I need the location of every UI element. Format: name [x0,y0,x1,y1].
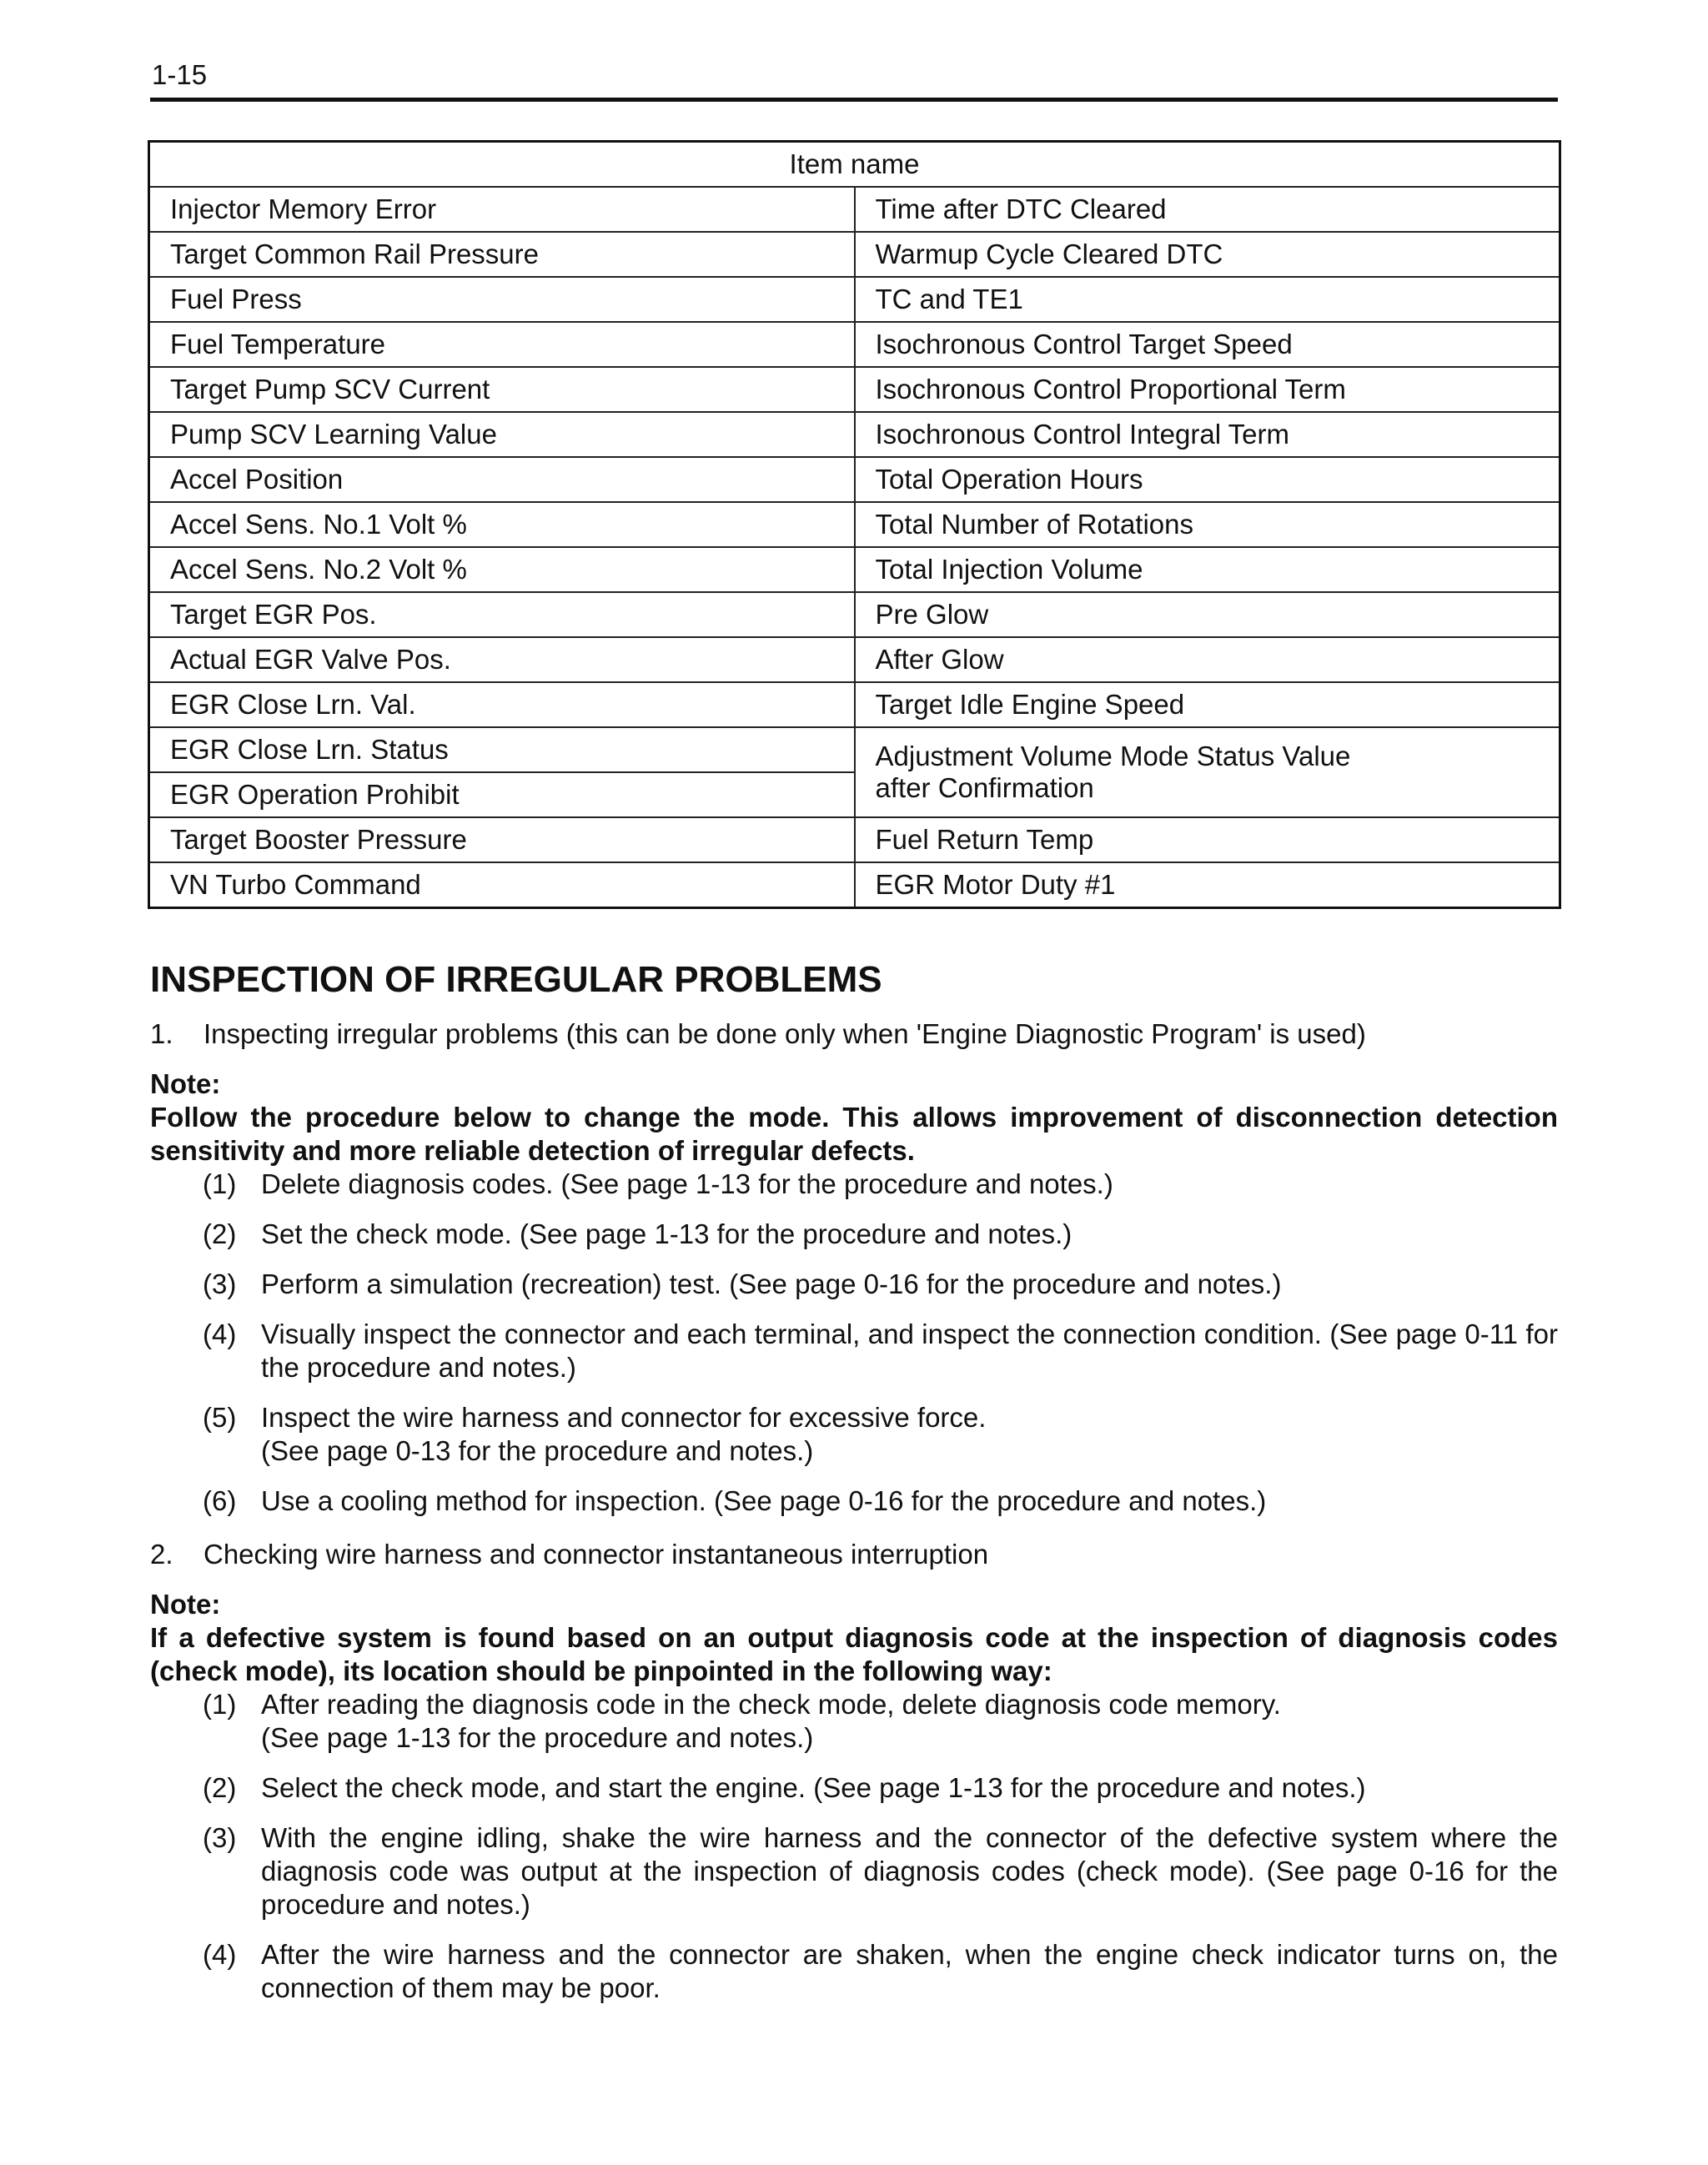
table-cell: Injector Memory Error [149,187,855,232]
table-cell: EGR Motor Duty #1 [855,862,1560,908]
table-row [149,367,1560,412]
substep-number: (5) [203,1402,237,1433]
substep-item [150,1821,1558,1921]
table-row [149,682,1560,727]
table-body [149,142,1560,908]
substep-line: Inspect the wire harness and connector for excessive force. [261,1402,987,1433]
table-cell: Isochronous Control Integral Term [855,412,1560,457]
substep-line: Visually inspect the connector and each terminal, and inspect the connection condition. (See page 0-11 for the procedure and notes.) [261,1319,1558,1383]
section-heading: INSPECTION OF IRREGULAR PROBLEMS [150,959,882,1000]
table-cell: Target Idle Engine Speed [855,682,1560,727]
note-text: Follow the procedure below to change the mode. This allows improvement of disconnection detection sensitivity and more reliable detection of irregular defects. [150,1102,1558,1166]
table-cell: Actual EGR Valve Pos. [149,637,855,682]
step-text: Checking wire harness and connector instantaneous interruption [203,1539,989,1570]
table-header-row [149,142,1560,188]
page-number: 1-15 [152,59,208,90]
header-rule [150,98,1558,102]
substep-line: Delete diagnosis codes. (See page 1-13 for the procedure and notes.) [261,1168,1113,1199]
table-row [149,547,1560,592]
table-cell: Total Injection Volume [855,547,1560,592]
item-name-table [148,140,1561,909]
table-row [149,412,1560,457]
table-cell: Fuel Temperature [149,322,855,367]
table-row [149,817,1560,862]
table-row [149,322,1560,367]
substep-number: (1) [203,1168,237,1199]
step-text: Inspecting irregular problems (this can be done only when 'Engine Diagnostic Program' is used) [203,1018,1366,1049]
table-row [149,277,1560,322]
substep-line: Set the check mode. (See page 1-13 for the procedure and notes.) [261,1218,1073,1249]
substep-item [150,1218,1558,1251]
note-label: Note: [150,1068,221,1099]
table-row [149,457,1560,502]
substep-number: (3) [203,1822,237,1853]
substep-number: (6) [203,1485,237,1516]
substep-number: (2) [203,1772,237,1803]
step-2-substeps [150,1688,1558,2005]
substep-item [150,1168,1558,1201]
note-label: Note: [150,1589,221,1620]
table-cell: Warmup Cycle Cleared DTC [855,232,1560,277]
table-cell: TC and TE1 [855,277,1560,322]
substep-item [150,1938,1558,2005]
step-number: 1. [150,1018,173,1049]
table-cell-merged [855,727,1560,817]
table-row [149,187,1560,232]
table-row [149,862,1560,908]
substep-line: With the engine idling, shake the wire harness and the connector of the defective system where the diagnosis code was output at the inspection of diagnosis codes (check mode). (See page 0-16 for the procedure and notes.) [261,1822,1558,1920]
substep-line: Perform a simulation (recreation) test. (See page 0-16 for the procedure and notes.) [261,1268,1282,1299]
step-2 [150,1538,1558,1571]
table-cell: Target Pump SCV Current [149,367,855,412]
substep-item [150,1318,1558,1384]
table-cell: Pre Glow [855,592,1560,637]
table-row [149,232,1560,277]
substep-line: Use a cooling method for inspection. (See page 0-16 for the procedure and notes.) [261,1485,1267,1516]
table-cell: VN Turbo Command [149,862,855,908]
table-cell: After Glow [855,637,1560,682]
table-cell: Accel Sens. No.1 Volt % [149,502,855,547]
substep-item [150,1401,1558,1468]
substep-item [150,1688,1558,1755]
substep-line: Select the check mode, and start the engine. (See page 1-13 for the procedure and notes.) [261,1772,1366,1803]
substep-number: (3) [203,1268,237,1299]
table-cell: Accel Sens. No.2 Volt % [149,547,855,592]
table-row [149,502,1560,547]
table-header-cell: Item name [149,142,1560,188]
table-row [149,592,1560,637]
table-cell: Target EGR Pos. [149,592,855,637]
table-cell: Target Common Rail Pressure [149,232,855,277]
table-cell: EGR Close Lrn. Status [149,727,855,772]
table-row [149,727,1560,772]
substep-item [150,1771,1558,1805]
note-text: If a defective system is found based on an output diagnosis code at the inspection of diagnosis codes (check mode), its location should be pinpointed in the following way: [150,1622,1558,1686]
table-cell: Total Operation Hours [855,457,1560,502]
table-cell: Fuel Return Temp [855,817,1560,862]
substep-number: (4) [203,1319,237,1349]
table-cell: Isochronous Control Proportional Term [855,367,1560,412]
table-cell: Time after DTC Cleared [855,187,1560,232]
merged-line-2: after Confirmation [875,772,1094,803]
section-content [150,1017,1558,2022]
step-1-substeps [150,1168,1558,1518]
table-cell: EGR Close Lrn. Val. [149,682,855,727]
table-cell: Pump SCV Learning Value [149,412,855,457]
table-cell: Fuel Press [149,277,855,322]
substep-line: (See page 1-13 for the procedure and notes.) [261,1722,814,1753]
substep-item [150,1268,1558,1301]
table-cell: Isochronous Control Target Speed [855,322,1560,367]
substep-number: (2) [203,1218,237,1249]
substep-line: (See page 0-13 for the procedure and notes.) [261,1435,814,1466]
table-cell: Total Number of Rotations [855,502,1560,547]
substep-line: After reading the diagnosis code in the check mode, delete diagnosis code memory. [261,1689,1281,1720]
table-cell: Accel Position [149,457,855,502]
merged-line-1: Adjustment Volume Mode Status Value [875,741,1351,771]
table-cell: EGR Operation Prohibit [149,772,855,817]
substep-number: (4) [203,1939,237,1970]
table-row [149,637,1560,682]
step-1 [150,1017,1558,1051]
substep-number: (1) [203,1689,237,1720]
table-cell: Target Booster Pressure [149,817,855,862]
substep-item [150,1484,1558,1518]
substep-line: After the wire harness and the connector are shaken, when the engine check indicator turns on, the connection of them may be poor. [261,1939,1558,2003]
step-number: 2. [150,1539,173,1570]
